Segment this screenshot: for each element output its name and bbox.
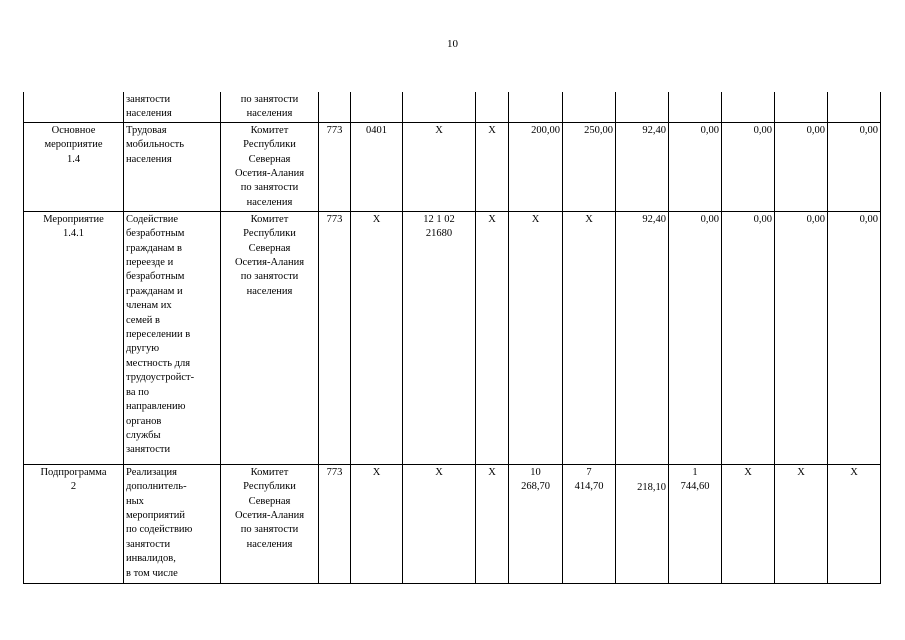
table-row bbox=[24, 464, 881, 583]
cell-executor: Комитет Республики Северная Осетия-Алания по занятости населения bbox=[221, 122, 319, 211]
budget-table bbox=[23, 92, 881, 584]
cell-grbs bbox=[319, 92, 351, 122]
cell-description: Реализация дополнитель- ных мероприятий по содействию занятости инвалидов, в том числе bbox=[124, 464, 221, 583]
cell-value bbox=[509, 92, 563, 122]
cell-value: 0,00 bbox=[722, 122, 775, 211]
cell-value: 1 744,60 bbox=[669, 464, 722, 583]
cell-value: 218,10 bbox=[616, 464, 669, 583]
cell-value: 200,00 bbox=[509, 122, 563, 211]
cell-value: 0,00 bbox=[775, 122, 828, 211]
cell-value: 0,00 bbox=[722, 211, 775, 464]
cell-csr: X bbox=[403, 464, 476, 583]
cell-value: X bbox=[775, 464, 828, 583]
cell-value: 10 268,70 bbox=[509, 464, 563, 583]
cell-description: Содействие безработным гражданам в переезде и безработным гражданам и членам их семей в переселении в другую местность для трудоустройст- ва по направлению органов службы занятости bbox=[124, 211, 221, 464]
cell-value: 0,00 bbox=[828, 211, 881, 464]
cell-value bbox=[722, 92, 775, 122]
cell-value: X bbox=[563, 211, 616, 464]
table-row bbox=[24, 92, 881, 122]
cell-vr: X bbox=[476, 211, 509, 464]
cell-value bbox=[828, 92, 881, 122]
cell-description: Трудовая мобильность населения bbox=[124, 122, 221, 211]
table-row bbox=[24, 211, 881, 464]
cell-value: X bbox=[828, 464, 881, 583]
cell-rzpr: X bbox=[351, 211, 403, 464]
cell-value: X bbox=[722, 464, 775, 583]
cell-executor: по занятости населения bbox=[221, 92, 319, 122]
cell-vr: X bbox=[476, 122, 509, 211]
cell-value bbox=[775, 92, 828, 122]
cell-vr bbox=[476, 92, 509, 122]
cell-csr: X bbox=[403, 122, 476, 211]
cell-value: 92,40 bbox=[616, 122, 669, 211]
cell-description: занятости населения bbox=[124, 92, 221, 122]
cell-rzpr bbox=[351, 92, 403, 122]
cell-value: 0,00 bbox=[775, 211, 828, 464]
cell-name bbox=[24, 92, 124, 122]
page-number: 10 bbox=[447, 38, 458, 50]
cell-rzpr: 0401 bbox=[351, 122, 403, 211]
cell-grbs: 773 bbox=[319, 211, 351, 464]
cell-grbs: 773 bbox=[319, 122, 351, 211]
cell-executor: Комитет Республики Северная Осетия-Алания по занятости населения bbox=[221, 211, 319, 464]
cell-csr: 12 1 02 21680 bbox=[403, 211, 476, 464]
cell-value: 0,00 bbox=[669, 122, 722, 211]
cell-executor: Комитет Республики Северная Осетия-Алания по занятости населения bbox=[221, 464, 319, 583]
cell-value: 250,00 bbox=[563, 122, 616, 211]
table-row bbox=[24, 122, 881, 211]
cell-value: 92,40 bbox=[616, 211, 669, 464]
cell-value bbox=[563, 92, 616, 122]
cell-value: 0,00 bbox=[669, 211, 722, 464]
cell-name: Основное мероприятие 1.4 bbox=[24, 122, 124, 211]
cell-csr bbox=[403, 92, 476, 122]
cell-rzpr: X bbox=[351, 464, 403, 583]
cell-value: 0,00 bbox=[828, 122, 881, 211]
cell-name: Мероприятие 1.4.1 bbox=[24, 211, 124, 464]
cell-name: Подпрограмма 2 bbox=[24, 464, 124, 583]
cell-value: 7 414,70 bbox=[563, 464, 616, 583]
cell-value bbox=[616, 92, 669, 122]
cell-grbs: 773 bbox=[319, 464, 351, 583]
cell-value: X bbox=[509, 211, 563, 464]
cell-value bbox=[669, 92, 722, 122]
cell-vr: X bbox=[476, 464, 509, 583]
